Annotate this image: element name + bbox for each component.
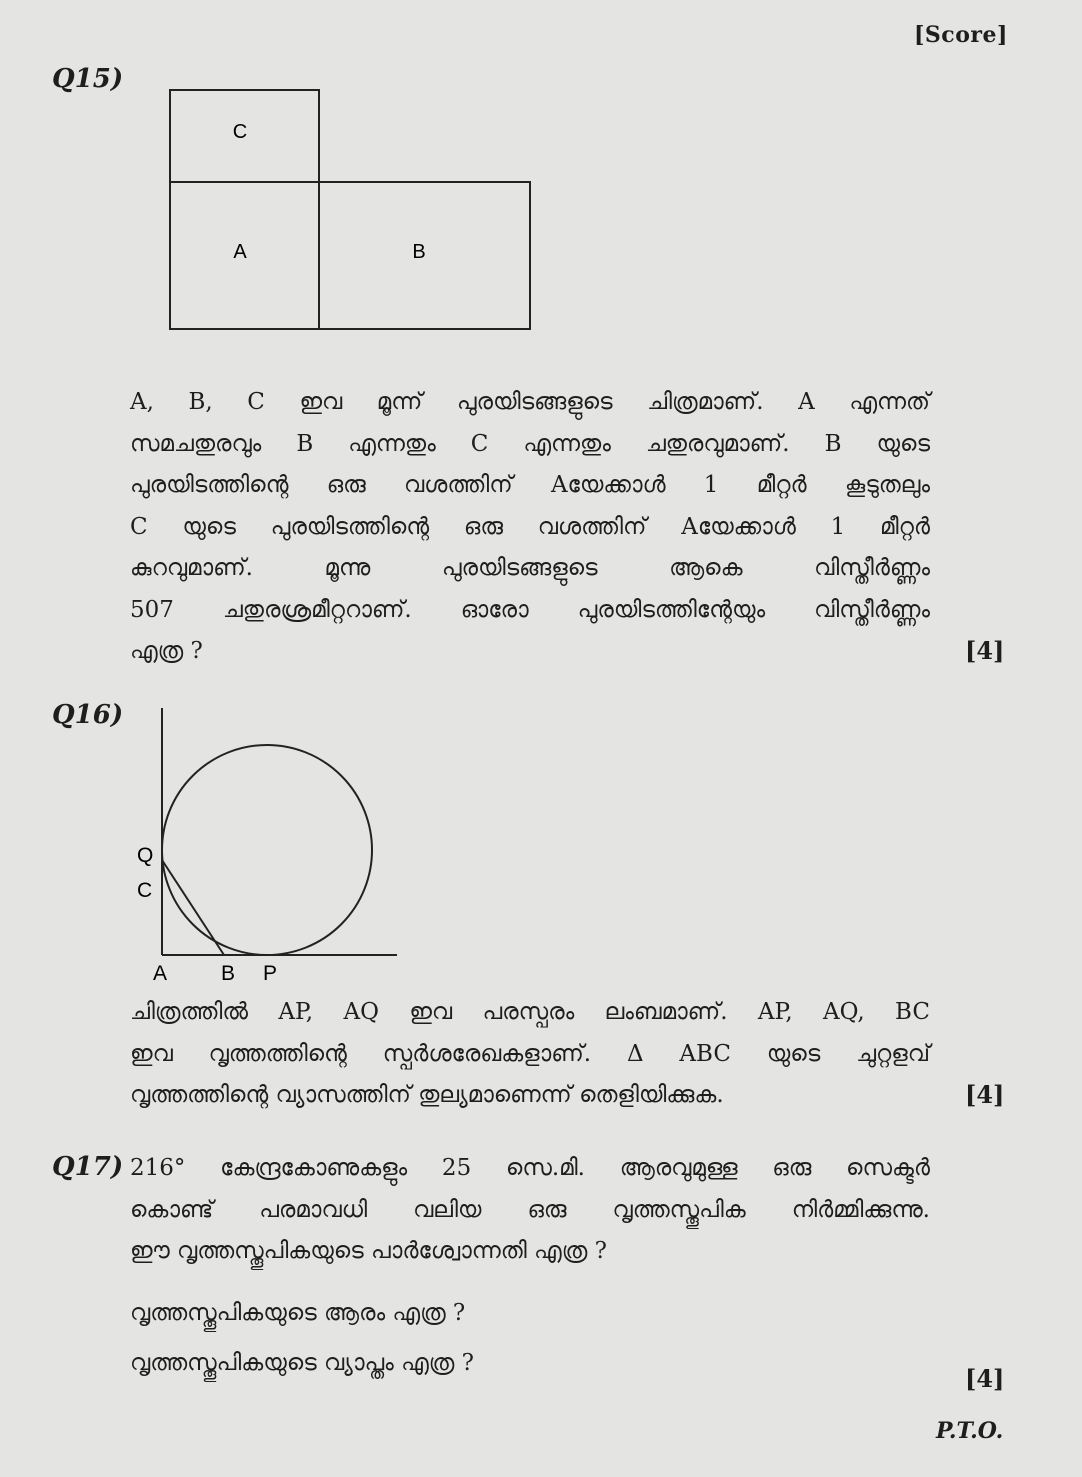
- q16-text: [130, 992, 930, 1117]
- q17-subquestions: [130, 1288, 930, 1388]
- q15-line-4: C യുടെ പുരയിടത്തിന്റെ ഒരു വശത്തിന് Aയേക്കാൾ 1 മീറ്റർ: [130, 513, 930, 540]
- q17-marks: [4]: [965, 1364, 1005, 1393]
- q16-line-2: ഇവ വൃത്തത്തിന്റെ സ്പർശരേഖകളാണ്. Δ ABC യുടെ ചുറ്റളവ്: [130, 1040, 930, 1067]
- q16-marks: [4]: [965, 1080, 1005, 1109]
- point-c-label: C: [137, 879, 153, 902]
- score-header: [Score]: [914, 22, 1008, 48]
- q15-label: Q15): [52, 64, 124, 94]
- rect-a-label: A: [233, 241, 247, 263]
- q15-line-2: സമചതുരവും B എന്നതും C എന്നതും ചതുരവുമാണ്. B യുടെ: [130, 430, 930, 457]
- q17-line-1: 216° കേന്ദ്രകോണുകളും 25 സെ.മി. ആരവുമുള്ള ഒരു സെക്ടർ: [130, 1155, 930, 1181]
- q15-text: [130, 382, 930, 673]
- q15-marks: [4]: [965, 636, 1005, 665]
- rect-b-label: B: [412, 241, 426, 263]
- q17-sub-line-1: വൃത്തസ്തൂപികയുടെ ആരം എത്ര ?: [130, 1300, 466, 1326]
- point-b-label: B: [221, 962, 236, 985]
- q16-label: Q16): [52, 700, 124, 730]
- q16-line-3: വൃത്തത്തിന്റെ വ്യാസത്തിന് തുല്യമാണെന്ന് തെളിയിക്കുക.: [130, 1082, 724, 1108]
- q17-line-3: ഈ വൃത്തസ്തൂപികയുടെ പാർശ്വോന്നതി എത്ര ?: [130, 1238, 607, 1264]
- point-q-label: Q: [137, 844, 154, 867]
- q15-rectangles-figure: [160, 80, 550, 340]
- q15-line-3: പുരയിടത്തിന്റെ ഒരു വശത്തിന് Aയേക്കാൾ 1 മീറ്റർ കൂടുതലും: [130, 472, 930, 498]
- q15-line-1: A, B, C ഇവ മൂന്ന് പുരയിടങ്ങളുടെ ചിത്രമാണ്. A എന്നത്: [130, 389, 930, 415]
- q15-line-6: 507 ചതുരശ്രമീറ്ററാണ്. ഓരോ പുരയിടത്തിന്റേയും വിസ്തീർണ്ണം: [130, 596, 930, 623]
- point-a-label: A: [153, 962, 168, 985]
- pto-footer: P.T.O.: [936, 1418, 1004, 1444]
- q16-tangent-circle-figure: [125, 700, 415, 990]
- q17-line-2: കൊണ്ട് പരമാവധി വലിയ ഒരു വൃത്തസ്തൂപിക നിർമ്മിക്കുന്നു.: [130, 1196, 930, 1223]
- q17-sub-line-2: വൃത്തസ്തൂപികയുടെ വ്യാപ്തം എത്ര ?: [130, 1350, 474, 1376]
- circle: [162, 745, 372, 955]
- q15-line-5: കുറവുമാണ്. മൂന്നു പുരയിടങ്ങളുടെ ആകെ വിസ്തീർണ്ണം: [130, 555, 930, 581]
- q17-text: [130, 1148, 930, 1273]
- tangent-bc: [162, 860, 224, 955]
- point-p-label: P: [263, 962, 278, 985]
- q17-label: Q17): [52, 1152, 124, 1182]
- q16-line-1: ചിത്രത്തിൽ AP, AQ ഇവ പരസ്പരം ലംബമാണ്. AP, AQ, BC: [130, 999, 930, 1025]
- q15-line-7: എത്ര ?: [130, 638, 203, 664]
- rect-c-label: C: [232, 121, 248, 143]
